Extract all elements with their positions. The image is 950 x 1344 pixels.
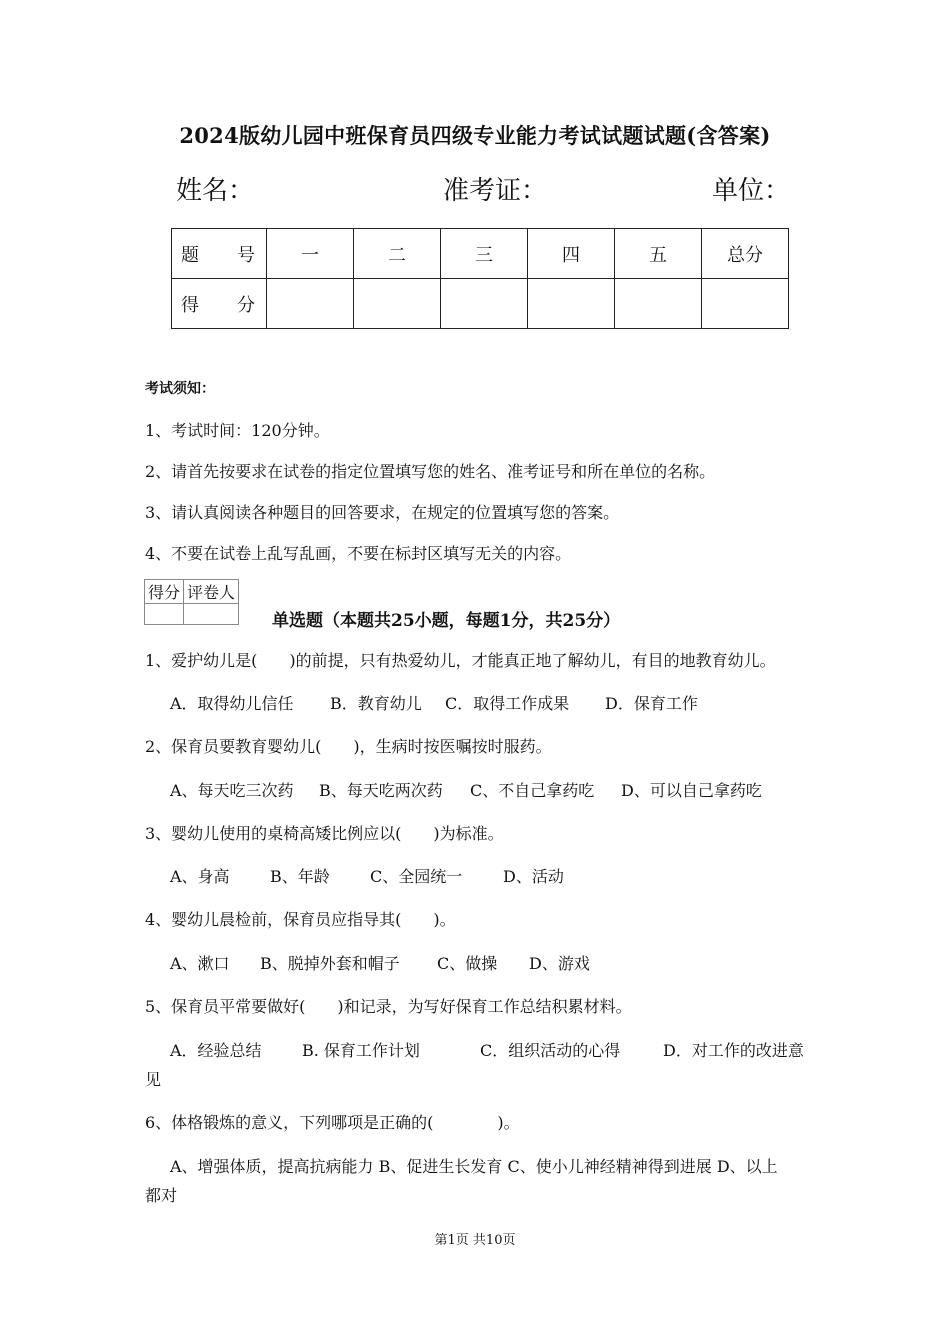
option: C、不自己拿药吃 xyxy=(470,781,595,800)
grader-name-cell[interactable] xyxy=(184,604,239,625)
notice-item: 2、请首先按要求在试卷的指定位置填写您的姓名、准考证号和所在单位的名称。 xyxy=(145,462,716,481)
option: C．组织活动的心得 xyxy=(480,1041,621,1060)
option: D、游戏 xyxy=(529,954,590,973)
grader-score-cell[interactable] xyxy=(145,604,184,625)
section-title: 单选题（本题共25小题，每题1分，共25分） xyxy=(272,611,621,631)
grader-score-label: 得分 xyxy=(145,580,184,604)
score-header-cell: 题 号 xyxy=(172,229,267,279)
document-title: 2024版幼儿园中班保育员四级专业能力考试试题试题(含答案) xyxy=(179,123,771,148)
option: D、可以自己拿药吃 xyxy=(621,781,762,800)
option: B. 保育工作计划 xyxy=(302,1041,420,1060)
option: A、每天吃三次药 xyxy=(170,781,294,800)
score-input-cell[interactable] xyxy=(441,279,528,329)
question-stem: 1、爱护幼儿是( )的前提，只有热爱幼儿，才能真正地了解幼儿，有目的地教育幼儿。 xyxy=(145,651,776,670)
unit-field-label: 单位： xyxy=(712,176,791,206)
ticket-field-label: 准考证： xyxy=(443,176,548,206)
option: C、全园统一 xyxy=(370,867,463,886)
option-line: A、增强体质，提高抗病能力 B、促进生长发育 C、使小儿神经精神得到进展 D、以上 xyxy=(170,1157,778,1176)
score-input-cell[interactable] xyxy=(615,279,702,329)
option: A、漱口 xyxy=(170,954,230,973)
score-table-score-row xyxy=(172,279,789,329)
score-header-cell: 二 xyxy=(354,229,441,279)
option: A．取得幼儿信任 xyxy=(170,694,294,713)
page-footer: 第1页 共10页 xyxy=(434,1233,516,1248)
score-input-cell[interactable] xyxy=(528,279,615,329)
notice-heading: 考试须知： xyxy=(145,381,215,397)
grader-name-label: 评卷人 xyxy=(184,580,239,604)
question-stem: 4、婴幼儿晨检前，保育员应指导其( )。 xyxy=(145,910,456,929)
question-stem: 5、保育员平常要做好( )和记录，为写好保育工作总结积累材料。 xyxy=(145,997,632,1016)
score-input-cell[interactable] xyxy=(354,279,441,329)
option: A．经验总结 xyxy=(170,1041,262,1060)
option: C、做操 xyxy=(437,954,498,973)
notice-item: 4、不要在试卷上乱写乱画，不要在标封区填写无关的内容。 xyxy=(145,544,572,563)
option: D、活动 xyxy=(503,867,564,886)
name-field-label: 姓名： xyxy=(176,176,255,206)
score-table-header-row xyxy=(172,229,789,279)
option: D．保育工作 xyxy=(605,694,698,713)
option: B、每天吃两次药 xyxy=(319,781,443,800)
option-wrap: 都对 xyxy=(145,1186,178,1205)
score-input-cell[interactable] xyxy=(267,279,354,329)
option: A、身高 xyxy=(170,867,230,886)
score-header-cell: 总分 xyxy=(702,229,789,279)
score-header-cell: 五 xyxy=(615,229,702,279)
score-table xyxy=(171,228,789,329)
question-stem: 3、婴幼儿使用的桌椅高矮比例应以( )为标准。 xyxy=(145,824,504,843)
option: B、年龄 xyxy=(270,867,330,886)
score-row-label: 得 分 xyxy=(172,279,267,329)
score-header-cell: 三 xyxy=(441,229,528,279)
notice-item: 3、请认真阅读各种题目的回答要求，在规定的位置填写您的答案。 xyxy=(145,503,620,522)
option: B、脱掉外套和帽子 xyxy=(260,954,400,973)
option: B．教育幼儿 xyxy=(330,694,422,713)
score-input-cell[interactable] xyxy=(702,279,789,329)
option: C．取得工作成果 xyxy=(445,694,570,713)
question-stem: 2、保育员要教育婴幼儿( )，生病时按医嘱按时服药。 xyxy=(145,737,552,756)
option: D．对工作的改进意 xyxy=(663,1041,804,1060)
grader-box xyxy=(144,579,239,625)
score-header-cell: 一 xyxy=(267,229,354,279)
notice-item: 1、考试时间：120分钟。 xyxy=(145,421,330,440)
question-stem: 6、体格锻炼的意义，下列哪项是正确的( )。 xyxy=(145,1113,520,1132)
score-header-cell: 四 xyxy=(528,229,615,279)
option-wrap: 见 xyxy=(145,1070,162,1089)
